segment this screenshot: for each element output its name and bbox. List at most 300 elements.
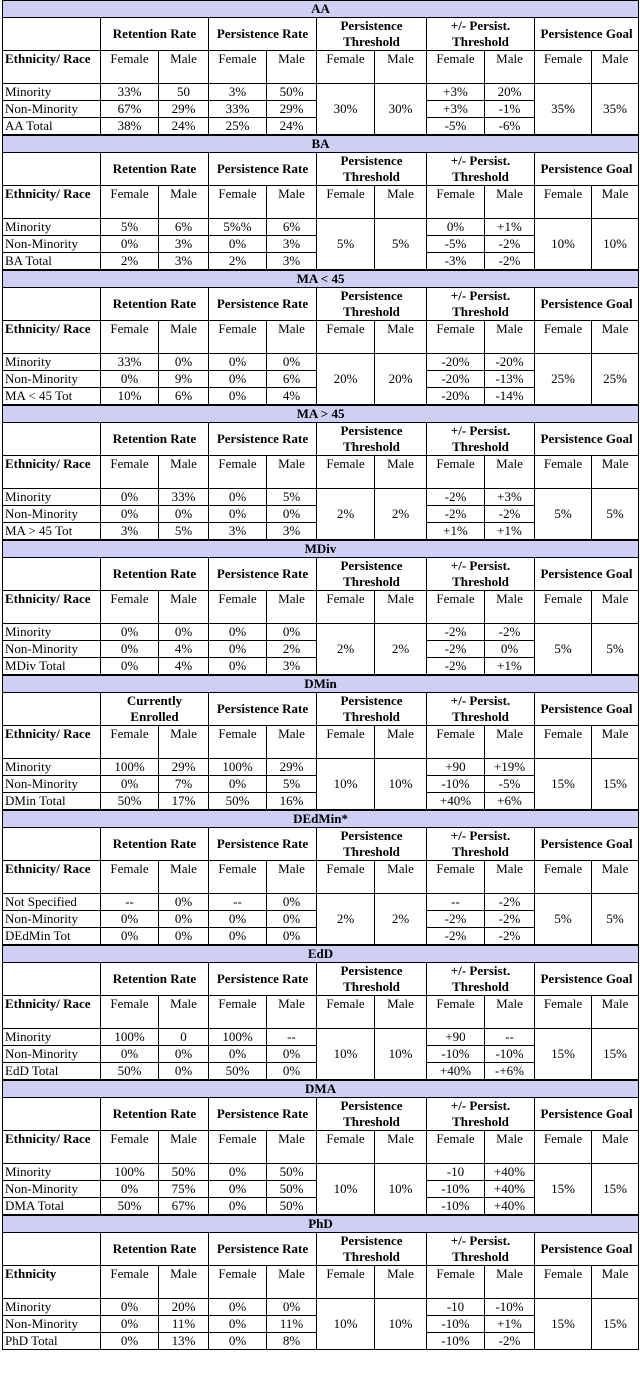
diff-female-cell: -10% [427,776,485,793]
ethnicity-header: Ethnicity/ Race [3,591,101,624]
male-header: Male [485,321,535,354]
male-header: Male [375,996,427,1029]
threshold-female-cell: 20% [317,354,375,405]
diff-male-cell: -2% [485,928,535,945]
ethnicity-header: Ethnicity/ Race [3,456,101,489]
row-label: DMA Total [3,1198,101,1215]
gender-header-row [3,186,639,219]
retention-female-cell: 2% [101,253,159,270]
threshold-header: Persistence Threshold [317,693,427,726]
blank-header-cell [3,1098,101,1131]
gender-header-row [3,591,639,624]
goal-male-cell: 25% [592,354,639,405]
male-header: Male [159,1131,209,1164]
threshold-male-cell: 10% [375,1299,427,1350]
diff-male-cell: +40% [485,1181,535,1198]
persistence-female-cell: 0% [209,388,267,405]
diff-male-cell: -2% [485,911,535,928]
diff-male-cell: -2% [485,624,535,641]
persistence-female-cell: 0% [209,1333,267,1350]
data-row [3,489,639,506]
persistence-female-cell: 100% [209,759,267,776]
persistence-male-cell: 0% [267,1299,317,1316]
female-header: Female [209,321,267,354]
retention-female-cell: 33% [101,84,159,101]
female-header: Female [535,1266,592,1299]
diff-female-cell: +3% [427,101,485,118]
female-header: Female [209,861,267,894]
diff-header: +/- Persist. Threshold [427,558,535,591]
row-label: EdD Total [3,1063,101,1080]
diff-male-cell: -2% [485,253,535,270]
program-table [2,1215,639,1350]
diff-female-cell: -5% [427,236,485,253]
goal-header: Persistence Goal [535,693,639,726]
goal-header: Persistence Goal [535,558,639,591]
persistence-male-cell: 29% [267,759,317,776]
persistence-female-cell: 0% [209,506,267,523]
column-group-header-row [3,1233,639,1266]
male-header: Male [267,321,317,354]
goal-female-cell: 10% [535,219,592,270]
row-label: Non-Minority [3,776,101,793]
male-header: Male [485,996,535,1029]
blank-header-cell [3,963,101,996]
persistence-female-cell: 0% [209,658,267,675]
retention-male-cell: 0% [159,1046,209,1063]
row-label: AA Total [3,118,101,135]
threshold-female-cell: 10% [317,1299,375,1350]
persistence-male-cell: 11% [267,1316,317,1333]
diff-header: +/- Persist. Threshold [427,963,535,996]
goal-female-cell: 15% [535,759,592,810]
program-table [2,0,639,135]
column-group-header-row [3,828,639,861]
gender-header-row [3,726,639,759]
male-header: Male [485,726,535,759]
male-header: Male [375,186,427,219]
program-title: EdD [3,946,639,963]
col1-header: Retention Rate [101,18,209,51]
diff-male-cell: +1% [485,523,535,540]
gender-header-row [3,1131,639,1164]
threshold-header: Persistence Threshold [317,288,427,321]
threshold-male-cell: 10% [375,1029,427,1080]
data-row [3,894,639,911]
row-label: MA > 45 Tot [3,523,101,540]
program-title: PhD [3,1216,639,1233]
female-header: Female [209,996,267,1029]
diff-female-cell: -2% [427,911,485,928]
male-header: Male [375,456,427,489]
female-header: Female [535,456,592,489]
diff-male-cell: -10% [485,1299,535,1316]
persistence-female-cell: 0% [209,624,267,641]
threshold-header: Persistence Threshold [317,963,427,996]
threshold-male-cell: 5% [375,219,427,270]
col1-header: Retention Rate [101,288,209,321]
goal-male-cell: 15% [592,1164,639,1215]
retention-female-cell: 50% [101,1063,159,1080]
female-header: Female [317,321,375,354]
gender-header-row [3,1266,639,1299]
male-header: Male [375,726,427,759]
female-header: Female [101,321,159,354]
program-table [2,135,639,270]
female-header: Female [101,1266,159,1299]
diff-female-cell: -20% [427,354,485,371]
col2-header: Persistence Rate [209,558,317,591]
persistence-male-cell: 3% [267,253,317,270]
male-header: Male [159,186,209,219]
persistence-female-cell: 5%% [209,219,267,236]
blank-header-cell [3,18,101,51]
col2-header: Persistence Rate [209,153,317,186]
female-header: Female [535,51,592,84]
diff-male-cell: +40% [485,1164,535,1181]
diff-male-cell: -10% [485,1046,535,1063]
male-header: Male [592,321,639,354]
persistence-male-cell: -- [267,1029,317,1046]
threshold-header: Persistence Threshold [317,153,427,186]
col1-header: Retention Rate [101,1233,209,1266]
persistence-male-cell: 0% [267,911,317,928]
goal-header: Persistence Goal [535,828,639,861]
persistence-female-cell: 50% [209,793,267,810]
col1-header: Retention Rate [101,828,209,861]
program-table [2,675,639,810]
diff-male-cell: +3% [485,489,535,506]
diff-female-cell: 0% [427,219,485,236]
female-header: Female [317,1131,375,1164]
data-row [3,84,639,101]
persistence-male-cell: 3% [267,658,317,675]
retention-female-cell: 0% [101,911,159,928]
threshold-header: Persistence Threshold [317,423,427,456]
persistence-female-cell: 0% [209,1046,267,1063]
row-label: Non-Minority [3,101,101,118]
threshold-female-cell: 2% [317,489,375,540]
program-title-row [3,1081,639,1098]
row-label: MA < 45 Tot [3,388,101,405]
gender-header-row [3,861,639,894]
data-row [3,759,639,776]
female-header: Female [427,726,485,759]
goal-header: Persistence Goal [535,963,639,996]
male-header: Male [267,51,317,84]
row-label: Minority [3,759,101,776]
female-header: Female [535,996,592,1029]
retention-male-cell: 13% [159,1333,209,1350]
male-header: Male [267,726,317,759]
row-label: Non-Minority [3,506,101,523]
program-title-row [3,271,639,288]
persistence-male-cell: 29% [267,101,317,118]
row-label: Minority [3,84,101,101]
retention-male-cell: 0% [159,894,209,911]
col2-header: Persistence Rate [209,693,317,726]
program-table [2,270,639,405]
retention-male-cell: 17% [159,793,209,810]
data-row [3,1029,639,1046]
male-header: Male [485,186,535,219]
diff-female-cell: +3% [427,84,485,101]
female-header: Female [427,996,485,1029]
female-header: Female [209,1131,267,1164]
female-header: Female [535,186,592,219]
diff-male-cell: +1% [485,219,535,236]
persistence-female-cell: 100% [209,1029,267,1046]
blank-header-cell [3,288,101,321]
persistence-female-cell: 25% [209,118,267,135]
col2-header: Persistence Rate [209,1233,317,1266]
retention-female-cell: 33% [101,354,159,371]
diff-female-cell: -2% [427,624,485,641]
male-header: Male [485,1131,535,1164]
persistence-female-cell: 0% [209,911,267,928]
row-label: Minority [3,624,101,641]
column-group-header-row [3,18,639,51]
program-title: DMA [3,1081,639,1098]
row-label: Minority [3,1029,101,1046]
gender-header-row [3,51,639,84]
row-label: MDiv Total [3,658,101,675]
male-header: Male [159,1266,209,1299]
persistence-male-cell: 5% [267,489,317,506]
goal-female-cell: 15% [535,1029,592,1080]
row-label: Minority [3,1164,101,1181]
program-table [2,810,639,945]
row-label: BA Total [3,253,101,270]
program-title: DEdMin* [3,811,639,828]
diff-male-cell: -1% [485,101,535,118]
goal-male-cell: 15% [592,1029,639,1080]
retention-female-cell: 5% [101,219,159,236]
male-header: Male [375,321,427,354]
persistence-male-cell: 0% [267,506,317,523]
diff-male-cell: -20% [485,354,535,371]
retention-male-cell: 0% [159,354,209,371]
female-header: Female [535,591,592,624]
female-header: Female [427,456,485,489]
program-title: MA > 45 [3,406,639,423]
retention-male-cell: 0% [159,928,209,945]
female-header: Female [209,51,267,84]
female-header: Female [317,456,375,489]
retention-male-cell: 0% [159,1063,209,1080]
diff-male-cell: +40% [485,1198,535,1215]
retention-male-cell: 11% [159,1316,209,1333]
retention-male-cell: 33% [159,489,209,506]
female-header: Female [535,321,592,354]
row-label: Non-Minority [3,911,101,928]
retention-female-cell: 100% [101,759,159,776]
threshold-header: Persistence Threshold [317,1098,427,1131]
program-title: MDiv [3,541,639,558]
retention-female-cell: 0% [101,624,159,641]
female-header: Female [209,591,267,624]
retention-male-cell: 0% [159,506,209,523]
program-title-row [3,811,639,828]
diff-female-cell: +1% [427,523,485,540]
retention-male-cell: 0 [159,1029,209,1046]
persistence-male-cell: 0% [267,1063,317,1080]
diff-female-cell: +90 [427,1029,485,1046]
retention-female-cell: 67% [101,101,159,118]
female-header: Female [317,996,375,1029]
female-header: Female [427,1266,485,1299]
diff-female-cell: -10% [427,1316,485,1333]
diff-female-cell: -10 [427,1299,485,1316]
program-title-row [3,406,639,423]
goal-header: Persistence Goal [535,423,639,456]
male-header: Male [592,51,639,84]
diff-female-cell: -10% [427,1046,485,1063]
persistence-male-cell: 6% [267,371,317,388]
threshold-male-cell: 10% [375,759,427,810]
retention-male-cell: 50 [159,84,209,101]
diff-male-cell: -2% [485,236,535,253]
female-header: Female [101,861,159,894]
row-label: DEdMin Tot [3,928,101,945]
goal-male-cell: 35% [592,84,639,135]
retention-male-cell: 29% [159,101,209,118]
male-header: Male [375,51,427,84]
data-row [3,1164,639,1181]
diff-male-cell: -+6% [485,1063,535,1080]
male-header: Male [375,1266,427,1299]
goal-male-cell: 15% [592,1299,639,1350]
data-row [3,354,639,371]
persistence-female-cell: 0% [209,1181,267,1198]
goal-header: Persistence Goal [535,18,639,51]
diff-male-cell: -- [485,1029,535,1046]
diff-male-cell: -2% [485,894,535,911]
retention-female-cell: 0% [101,506,159,523]
ethnicity-header: Ethnicity [3,1266,101,1299]
ethnicity-header: Ethnicity/ Race [3,996,101,1029]
male-header: Male [485,591,535,624]
male-header: Male [592,726,639,759]
column-group-header-row [3,963,639,996]
program-title-row [3,946,639,963]
diff-female-cell: -20% [427,388,485,405]
persistence-female-cell: 3% [209,84,267,101]
persistence-female-cell: 50% [209,1063,267,1080]
male-header: Male [375,1131,427,1164]
retention-female-cell: 0% [101,1316,159,1333]
data-row [3,624,639,641]
gender-header-row [3,321,639,354]
retention-male-cell: 20% [159,1299,209,1316]
retention-female-cell: 38% [101,118,159,135]
persistence-female-cell: 0% [209,1198,267,1215]
row-label: Non-Minority [3,236,101,253]
retention-male-cell: 3% [159,253,209,270]
data-row [3,219,639,236]
diff-female-cell: -10% [427,1198,485,1215]
diff-male-cell: -5% [485,776,535,793]
diff-male-cell: +1% [485,1316,535,1333]
diff-male-cell: +19% [485,759,535,776]
threshold-header: Persistence Threshold [317,18,427,51]
diff-female-cell: +90 [427,759,485,776]
female-header: Female [535,1131,592,1164]
ethnicity-header: Ethnicity/ Race [3,51,101,84]
retention-male-cell: 6% [159,219,209,236]
row-label: Non-Minority [3,1181,101,1198]
col1-header: Retention Rate [101,558,209,591]
diff-header: +/- Persist. Threshold [427,693,535,726]
threshold-female-cell: 30% [317,84,375,135]
persistence-male-cell: 50% [267,1164,317,1181]
program-title: AA [3,1,639,18]
gender-header-row [3,996,639,1029]
male-header: Male [375,861,427,894]
col1-header: Retention Rate [101,153,209,186]
persistence-male-cell: 0% [267,354,317,371]
persistence-female-cell: 2% [209,253,267,270]
female-header: Female [101,726,159,759]
diff-female-cell: -20% [427,371,485,388]
goal-female-cell: 5% [535,489,592,540]
male-header: Male [267,1131,317,1164]
male-header: Male [267,1266,317,1299]
column-group-header-row [3,423,639,456]
retention-female-cell: 0% [101,489,159,506]
male-header: Male [267,591,317,624]
male-header: Male [159,456,209,489]
male-header: Male [592,861,639,894]
retention-female-cell: 0% [101,1333,159,1350]
female-header: Female [317,591,375,624]
female-header: Female [101,186,159,219]
threshold-male-cell: 2% [375,894,427,945]
ethnicity-header: Ethnicity/ Race [3,726,101,759]
retention-female-cell: 10% [101,388,159,405]
blank-header-cell [3,693,101,726]
col2-header: Persistence Rate [209,963,317,996]
program-table [2,540,639,675]
persistence-male-cell: 0% [267,1046,317,1063]
col1-header: Retention Rate [101,423,209,456]
persistence-male-cell: 2% [267,641,317,658]
persistence-male-cell: 0% [267,624,317,641]
goal-female-cell: 15% [535,1299,592,1350]
male-header: Male [159,321,209,354]
persistence-female-cell: 0% [209,371,267,388]
column-group-header-row [3,153,639,186]
retention-female-cell: 0% [101,1046,159,1063]
threshold-male-cell: 2% [375,624,427,675]
program-title-row [3,541,639,558]
female-header: Female [317,861,375,894]
goal-male-cell: 10% [592,219,639,270]
persistence-male-cell: 50% [267,1181,317,1198]
male-header: Male [592,456,639,489]
blank-header-cell [3,423,101,456]
row-label: PhD Total [3,1333,101,1350]
retention-male-cell: 67% [159,1198,209,1215]
threshold-female-cell: 10% [317,1164,375,1215]
column-group-header-row [3,693,639,726]
female-header: Female [209,1266,267,1299]
persistence-male-cell: 24% [267,118,317,135]
column-group-header-row [3,558,639,591]
persistence-male-cell: 50% [267,84,317,101]
program-title-row [3,136,639,153]
male-header: Male [159,861,209,894]
